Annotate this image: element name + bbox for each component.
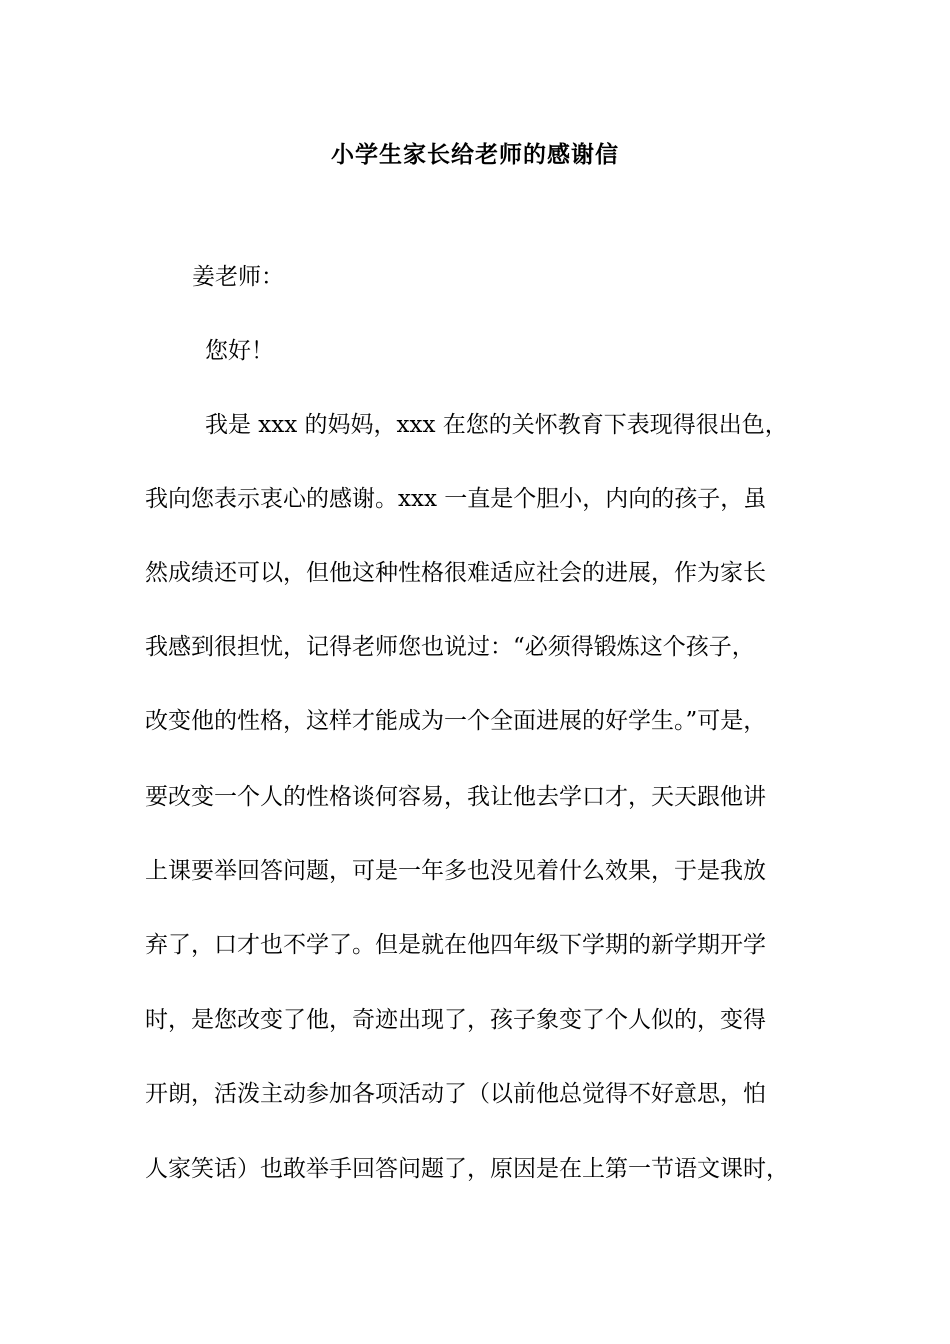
body-line: 我感到很担忧，记得老师您也说过：“必须得锻炼这个孩子，: [145, 634, 755, 660]
body-line: 时，是您改变了他，奇迹出现了，孩子象变了个人似的，变得: [145, 1007, 766, 1033]
body-line: 改变他的性格，这样才能成为一个全面进展的好学生。”可是，: [145, 708, 767, 734]
body-line: 我向您表示衷心的感谢。xxx 一直是个胆小，内向的孩子，虽: [145, 486, 767, 512]
document-title: 小学生家长给老师的感谢信: [331, 141, 619, 168]
body-line: 弃了，口才也不学了。但是就在他四年级下学期的新学期开学: [145, 932, 766, 958]
body-line: 人家笑话）也敢举手回答问题了，原因是在上第一节语文课时，: [145, 1156, 789, 1182]
greeting: 您好！: [205, 338, 274, 364]
body-line: 上课要举回答问题，可是一年多也没见着什么效果，于是我放: [145, 858, 766, 884]
body-line: 我是 xxx 的妈妈，xxx 在您的关怀教育下表现得很出色，: [205, 412, 788, 438]
body-line: 开朗，活泼主动参加各项活动了（以前他总觉得不好意思，怕: [145, 1081, 766, 1107]
body-line: 要改变一个人的性格谈何容易，我让他去学口才，天天跟他讲: [145, 784, 766, 810]
salutation: 姜老师：: [192, 264, 284, 290]
body-line: 然成绩还可以，但他这种性格很难适应社会的进展，作为家长: [145, 560, 766, 586]
